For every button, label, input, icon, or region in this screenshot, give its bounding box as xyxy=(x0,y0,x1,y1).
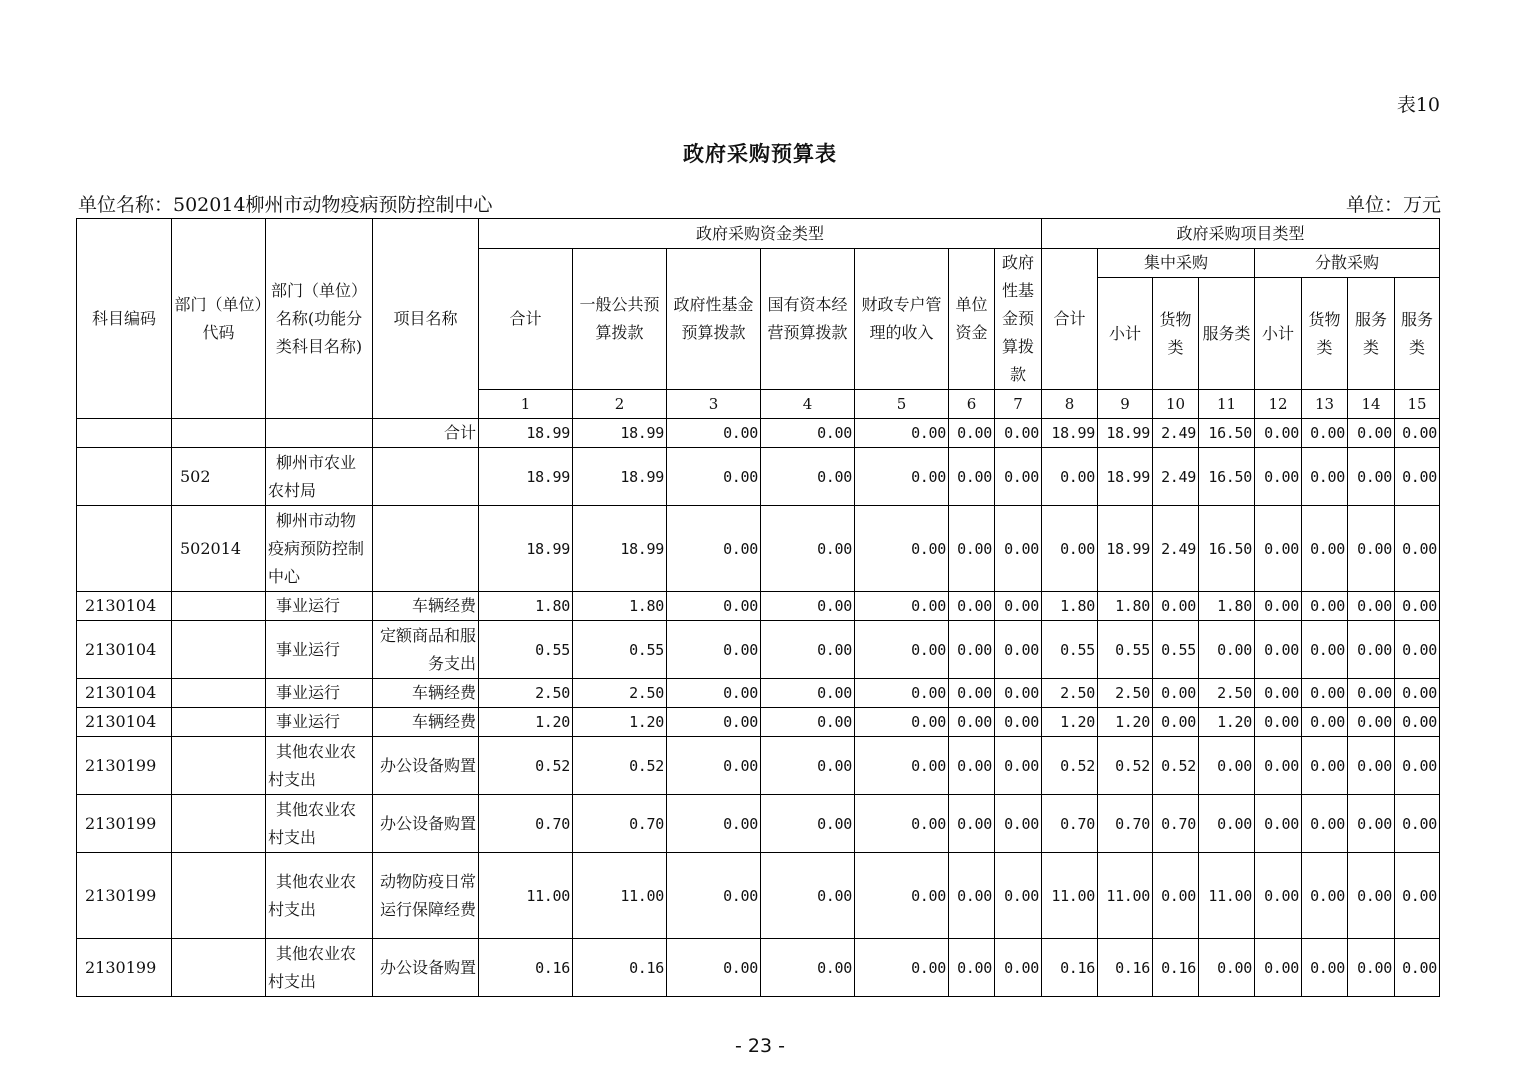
amount-cell: 0.00 xyxy=(761,419,855,448)
amount-cell: 0.00 xyxy=(855,448,949,506)
subject-code-cell xyxy=(77,506,172,592)
subject-code-cell: 2130199 xyxy=(77,853,172,939)
amount-cell: 0.00 xyxy=(1348,419,1395,448)
amount-cell: 18.99 xyxy=(1042,419,1098,448)
amount-cell: 16.50 xyxy=(1199,419,1255,448)
amount-cell: 0.00 xyxy=(667,795,761,853)
amount-cell: 0.00 xyxy=(855,679,949,708)
amount-cell: 0.52 xyxy=(573,737,667,795)
col-index: 3 xyxy=(667,390,761,419)
dept-name-cell: 事业运行 xyxy=(266,621,373,679)
amount-cell: 0.00 xyxy=(761,737,855,795)
amount-cell: 0.00 xyxy=(995,679,1042,708)
dept-name-cell xyxy=(266,419,373,448)
dept-name-cell: 事业运行 xyxy=(266,679,373,708)
amount-cell: 0.00 xyxy=(667,708,761,737)
amount-cell: 0.00 xyxy=(1153,708,1199,737)
amount-cell: 11.00 xyxy=(479,853,573,939)
amount-cell: 0.00 xyxy=(1199,737,1255,795)
amount-cell: 11.00 xyxy=(1199,853,1255,939)
amount-cell: 0.00 xyxy=(995,448,1042,506)
dept-code-cell xyxy=(172,592,266,621)
amount-cell: 0.00 xyxy=(1348,679,1395,708)
dept-code-cell xyxy=(172,708,266,737)
amount-cell: 0.00 xyxy=(1395,737,1440,795)
col-index: 10 xyxy=(1153,390,1199,419)
amount-cell: 0.00 xyxy=(667,592,761,621)
col-index: 8 xyxy=(1042,390,1098,419)
amount-cell: 0.16 xyxy=(1153,939,1199,997)
amount-cell: 0.00 xyxy=(1348,506,1395,592)
table-header xyxy=(77,219,1440,419)
amount-cell: 0.00 xyxy=(1348,853,1395,939)
amount-cell: 18.99 xyxy=(1098,448,1153,506)
amount-cell: 18.99 xyxy=(1098,506,1153,592)
amount-cell: 1.20 xyxy=(479,708,573,737)
amount-cell: 0.55 xyxy=(573,621,667,679)
dept-name-cell: 其他农业农村支出 xyxy=(266,737,373,795)
header-central-procurement: 集中采购 xyxy=(1098,249,1255,278)
amount-cell: 2.49 xyxy=(1153,419,1199,448)
dept-code-cell xyxy=(172,679,266,708)
amount-cell: 18.99 xyxy=(573,448,667,506)
amount-cell: 0.00 xyxy=(1395,679,1440,708)
amount-cell: 0.00 xyxy=(667,737,761,795)
amount-cell: 0.16 xyxy=(479,939,573,997)
header-gov-fund: 政府性基金预算拨款 xyxy=(667,249,761,390)
dept-code-cell xyxy=(172,419,266,448)
amount-cell: 0.00 xyxy=(1395,419,1440,448)
amount-cell: 0.00 xyxy=(1153,853,1199,939)
col-index: 15 xyxy=(1395,390,1440,419)
amount-cell: 0.00 xyxy=(949,737,995,795)
amount-cell: 11.00 xyxy=(1042,853,1098,939)
amount-cell: 0.55 xyxy=(1153,621,1199,679)
amount-cell: 0.00 xyxy=(949,592,995,621)
amount-cell: 0.00 xyxy=(1302,939,1348,997)
col-index: 7 xyxy=(995,390,1042,419)
dept-code-cell xyxy=(172,621,266,679)
dept-name-cell: 柳州市动物疫病预防控制中心 xyxy=(266,506,373,592)
amount-cell: 0.00 xyxy=(949,939,995,997)
amount-cell: 11.00 xyxy=(1098,853,1153,939)
amount-cell: 0.00 xyxy=(995,708,1042,737)
amount-cell: 0.00 xyxy=(761,621,855,679)
header-goods: 货物类 xyxy=(1153,278,1199,390)
amount-cell: 0.00 xyxy=(949,506,995,592)
dept-code-cell xyxy=(172,737,266,795)
col-index: 5 xyxy=(855,390,949,419)
dept-code-cell xyxy=(172,795,266,853)
amount-cell: 2.50 xyxy=(479,679,573,708)
amount-cell: 0.00 xyxy=(667,939,761,997)
amount-cell: 1.80 xyxy=(573,592,667,621)
amount-cell: 18.99 xyxy=(479,448,573,506)
table-row xyxy=(77,592,1440,621)
header-project-name: 项目名称 xyxy=(373,219,479,419)
subject-code-cell: 2130199 xyxy=(77,939,172,997)
table-row xyxy=(77,419,1440,448)
amount-cell: 0.00 xyxy=(761,679,855,708)
table-row xyxy=(77,795,1440,853)
header-total-2: 合计 xyxy=(1042,249,1098,390)
header-subtotal-2: 小计 xyxy=(1255,278,1302,390)
amount-cell: 0.00 xyxy=(855,795,949,853)
procurement-budget-table xyxy=(76,218,1440,997)
amount-cell: 0.70 xyxy=(1098,795,1153,853)
dept-name-cell: 其他农业农村支出 xyxy=(266,939,373,997)
amount-cell: 18.99 xyxy=(479,506,573,592)
amount-cell: 0.00 xyxy=(1153,679,1199,708)
dept-code-cell xyxy=(172,853,266,939)
col-index: 9 xyxy=(1098,390,1153,419)
amount-cell: 0.00 xyxy=(855,592,949,621)
amount-cell: 0.55 xyxy=(1042,621,1098,679)
table-row xyxy=(77,621,1440,679)
amount-cell: 0.00 xyxy=(1302,592,1348,621)
subject-code-cell: 2130104 xyxy=(77,592,172,621)
amount-cell: 0.00 xyxy=(995,853,1042,939)
amount-cell: 0.00 xyxy=(1153,592,1199,621)
subject-code-cell: 2130104 xyxy=(77,708,172,737)
amount-cell: 0.52 xyxy=(1153,737,1199,795)
amount-cell: 0.00 xyxy=(995,621,1042,679)
amount-cell: 0.00 xyxy=(1302,506,1348,592)
dept-name-cell: 其他农业农村支出 xyxy=(266,853,373,939)
amount-cell: 0.00 xyxy=(855,708,949,737)
project-name-cell xyxy=(373,448,479,506)
amount-cell: 0.00 xyxy=(1255,448,1302,506)
amount-cell: 0.00 xyxy=(1255,939,1302,997)
amount-cell: 1.80 xyxy=(1098,592,1153,621)
amount-cell: 1.20 xyxy=(1042,708,1098,737)
subject-code-cell: 2130199 xyxy=(77,737,172,795)
amount-cell: 0.00 xyxy=(1255,419,1302,448)
amount-cell: 0.00 xyxy=(1395,621,1440,679)
amount-cell: 0.00 xyxy=(1255,737,1302,795)
project-name-cell: 定额商品和服务支出 xyxy=(373,621,479,679)
amount-cell: 0.55 xyxy=(479,621,573,679)
amount-cell: 0.00 xyxy=(1302,737,1348,795)
amount-cell: 0.00 xyxy=(1395,708,1440,737)
amount-cell: 18.99 xyxy=(573,506,667,592)
amount-cell: 0.00 xyxy=(995,939,1042,997)
amount-cell: 0.52 xyxy=(1042,737,1098,795)
amount-cell: 0.00 xyxy=(1348,708,1395,737)
amount-cell: 0.55 xyxy=(1098,621,1153,679)
amount-cell: 0.00 xyxy=(855,621,949,679)
amount-cell: 0.00 xyxy=(1395,795,1440,853)
amount-cell: 16.50 xyxy=(1199,448,1255,506)
amount-cell: 0.16 xyxy=(573,939,667,997)
amount-cell: 2.50 xyxy=(573,679,667,708)
project-name-cell: 车辆经费 xyxy=(373,679,479,708)
amount-cell: 1.80 xyxy=(1042,592,1098,621)
subject-code-cell: 2130104 xyxy=(77,621,172,679)
project-name-cell: 动物防疫日常运行保障经费 xyxy=(373,853,479,939)
amount-cell: 2.50 xyxy=(1199,679,1255,708)
dept-code-cell: 502014 xyxy=(172,506,266,592)
subject-code-cell xyxy=(77,448,172,506)
header-goods-2: 货物类 xyxy=(1302,278,1348,390)
amount-cell: 1.80 xyxy=(1199,592,1255,621)
amount-cell: 0.00 xyxy=(1255,708,1302,737)
amount-cell: 0.00 xyxy=(761,708,855,737)
header-services-3: 服务类 xyxy=(1395,278,1440,390)
table-row xyxy=(77,939,1440,997)
amount-cell: 11.00 xyxy=(573,853,667,939)
amount-cell: 2.49 xyxy=(1153,506,1199,592)
col-index: 13 xyxy=(1302,390,1348,419)
amount-cell: 0.00 xyxy=(855,737,949,795)
project-name-cell xyxy=(373,506,479,592)
dept-name-cell: 其他农业农村支出 xyxy=(266,795,373,853)
header-subtotal: 小计 xyxy=(1098,278,1153,390)
amount-cell: 0.70 xyxy=(479,795,573,853)
amount-cell: 0.16 xyxy=(1098,939,1153,997)
amount-cell: 2.50 xyxy=(1042,679,1098,708)
amount-cell: 0.00 xyxy=(855,939,949,997)
table-row xyxy=(77,679,1440,708)
amount-cell: 0.00 xyxy=(949,621,995,679)
amount-cell: 0.00 xyxy=(1302,708,1348,737)
amount-cell: 0.00 xyxy=(667,448,761,506)
project-name-cell: 合计 xyxy=(373,419,479,448)
amount-cell: 0.00 xyxy=(1348,621,1395,679)
subject-code-cell xyxy=(77,419,172,448)
amount-cell: 0.00 xyxy=(1199,621,1255,679)
amount-cell: 0.00 xyxy=(1348,795,1395,853)
col-index: 14 xyxy=(1348,390,1395,419)
page-number: - 23 - xyxy=(735,1035,785,1057)
amount-cell: 0.00 xyxy=(1302,419,1348,448)
dept-code-cell xyxy=(172,939,266,997)
amount-cell: 0.00 xyxy=(1042,506,1098,592)
header-special-account: 财政专户管理的收入 xyxy=(855,249,949,390)
amount-cell: 1.20 xyxy=(1098,708,1153,737)
amount-cell: 0.00 xyxy=(949,679,995,708)
amount-cell: 0.00 xyxy=(761,592,855,621)
amount-cell: 0.00 xyxy=(667,419,761,448)
table-row xyxy=(77,853,1440,939)
amount-cell: 0.00 xyxy=(1255,506,1302,592)
amount-cell: 0.00 xyxy=(761,853,855,939)
subject-code-cell: 2130104 xyxy=(77,679,172,708)
amount-cell: 0.52 xyxy=(1098,737,1153,795)
project-name-cell: 办公设备购置 xyxy=(373,795,479,853)
amount-cell: 0.00 xyxy=(761,506,855,592)
amount-cell: 0.00 xyxy=(1255,592,1302,621)
amount-cell: 0.00 xyxy=(667,621,761,679)
col-index: 6 xyxy=(949,390,995,419)
amount-cell: 0.00 xyxy=(855,419,949,448)
header-fund-type-group: 政府采购资金类型 xyxy=(479,219,1042,249)
table-row xyxy=(77,708,1440,737)
amount-cell: 0.00 xyxy=(1348,448,1395,506)
header-services: 服务类 xyxy=(1199,278,1255,390)
header-services-2: 服务类 xyxy=(1348,278,1395,390)
amount-cell: 2.49 xyxy=(1153,448,1199,506)
amount-cell: 0.00 xyxy=(1395,448,1440,506)
amount-cell: 0.00 xyxy=(1302,853,1348,939)
header-gov-fund-alloc: 政府性基金预算拨款 xyxy=(995,249,1042,390)
amount-cell: 0.00 xyxy=(995,795,1042,853)
header-dispersed-procurement: 分散采购 xyxy=(1255,249,1440,278)
header-unit-fund: 单位资金 xyxy=(949,249,995,390)
amount-cell: 0.52 xyxy=(479,737,573,795)
amount-cell: 0.00 xyxy=(1302,795,1348,853)
amount-cell: 0.00 xyxy=(949,419,995,448)
amount-cell: 0.70 xyxy=(1042,795,1098,853)
amount-cell: 0.00 xyxy=(949,448,995,506)
table-row xyxy=(77,448,1440,506)
amount-cell: 0.00 xyxy=(1042,448,1098,506)
amount-cell: 0.00 xyxy=(1395,853,1440,939)
amount-cell: 0.00 xyxy=(995,419,1042,448)
amount-cell: 0.00 xyxy=(1348,737,1395,795)
project-name-cell: 车辆经费 xyxy=(373,708,479,737)
amount-cell: 0.00 xyxy=(1255,679,1302,708)
unit-info-row xyxy=(78,190,1441,216)
amount-cell: 0.00 xyxy=(761,939,855,997)
dept-name-cell: 事业运行 xyxy=(266,592,373,621)
amount-cell: 0.00 xyxy=(1302,448,1348,506)
amount-cell: 0.00 xyxy=(855,506,949,592)
amount-cell: 1.20 xyxy=(573,708,667,737)
amount-cell: 0.70 xyxy=(1153,795,1199,853)
header-dept-name: 部门（单位）名称(功能分类科目名称) xyxy=(266,219,373,419)
header-dept-code: 部门（单位）代码 xyxy=(172,219,266,419)
amount-cell: 0.00 xyxy=(1348,592,1395,621)
amount-cell: 0.00 xyxy=(1199,939,1255,997)
amount-cell: 0.00 xyxy=(667,679,761,708)
amount-cell: 0.00 xyxy=(949,853,995,939)
amount-cell: 0.00 xyxy=(995,506,1042,592)
table-number: 表10 xyxy=(1396,94,1440,116)
amount-cell: 0.00 xyxy=(1255,621,1302,679)
header-subject-code: 科目编码 xyxy=(77,219,172,419)
amount-cell: 0.70 xyxy=(573,795,667,853)
amount-cell: 0.00 xyxy=(1199,795,1255,853)
amount-cell: 0.00 xyxy=(995,592,1042,621)
amount-cell: 18.99 xyxy=(573,419,667,448)
amount-cell: 0.00 xyxy=(1348,939,1395,997)
col-index: 11 xyxy=(1199,390,1255,419)
amount-cell: 0.00 xyxy=(667,506,761,592)
amount-cell: 0.00 xyxy=(1395,939,1440,997)
table-body xyxy=(77,419,1440,997)
amount-cell: 0.00 xyxy=(1255,853,1302,939)
amount-cell: 0.00 xyxy=(855,853,949,939)
unit-name: 单位名称：502014柳州市动物疫病预防控制中心 xyxy=(78,194,493,216)
amount-cell: 0.00 xyxy=(1255,795,1302,853)
dept-code-cell: 502 xyxy=(172,448,266,506)
amount-cell: 1.20 xyxy=(1199,708,1255,737)
project-name-cell: 车辆经费 xyxy=(373,592,479,621)
col-index: 2 xyxy=(573,390,667,419)
project-name-cell: 办公设备购置 xyxy=(373,939,479,997)
col-index: 4 xyxy=(761,390,855,419)
unit-measure: 单位：万元 xyxy=(1345,194,1441,216)
amount-cell: 0.00 xyxy=(949,708,995,737)
table-row xyxy=(77,737,1440,795)
amount-cell: 0.00 xyxy=(1302,679,1348,708)
header-state-capital: 国有资本经营预算拨款 xyxy=(761,249,855,390)
header-total: 合计 xyxy=(479,249,573,390)
amount-cell: 1.80 xyxy=(479,592,573,621)
page-title: 政府采购预算表 xyxy=(683,141,837,166)
dept-name-cell: 柳州市农业农村局 xyxy=(266,448,373,506)
header-general-budget: 一般公共预算拨款 xyxy=(573,249,667,390)
amount-cell: 18.99 xyxy=(479,419,573,448)
amount-cell: 0.00 xyxy=(761,448,855,506)
dept-name-cell: 事业运行 xyxy=(266,708,373,737)
amount-cell: 0.00 xyxy=(1302,621,1348,679)
amount-cell: 0.00 xyxy=(949,795,995,853)
amount-cell: 0.16 xyxy=(1042,939,1098,997)
amount-cell: 2.50 xyxy=(1098,679,1153,708)
amount-cell: 18.99 xyxy=(1098,419,1153,448)
amount-cell: 0.00 xyxy=(1395,592,1440,621)
amount-cell: 16.50 xyxy=(1199,506,1255,592)
amount-cell: 0.00 xyxy=(761,795,855,853)
col-index: 1 xyxy=(479,390,573,419)
subject-code-cell: 2130199 xyxy=(77,795,172,853)
project-name-cell: 办公设备购置 xyxy=(373,737,479,795)
amount-cell: 0.00 xyxy=(667,853,761,939)
header-project-type-group: 政府采购项目类型 xyxy=(1042,219,1440,249)
table-row xyxy=(77,506,1440,592)
col-index: 12 xyxy=(1255,390,1302,419)
amount-cell: 0.00 xyxy=(1395,506,1440,592)
amount-cell: 0.00 xyxy=(995,737,1042,795)
